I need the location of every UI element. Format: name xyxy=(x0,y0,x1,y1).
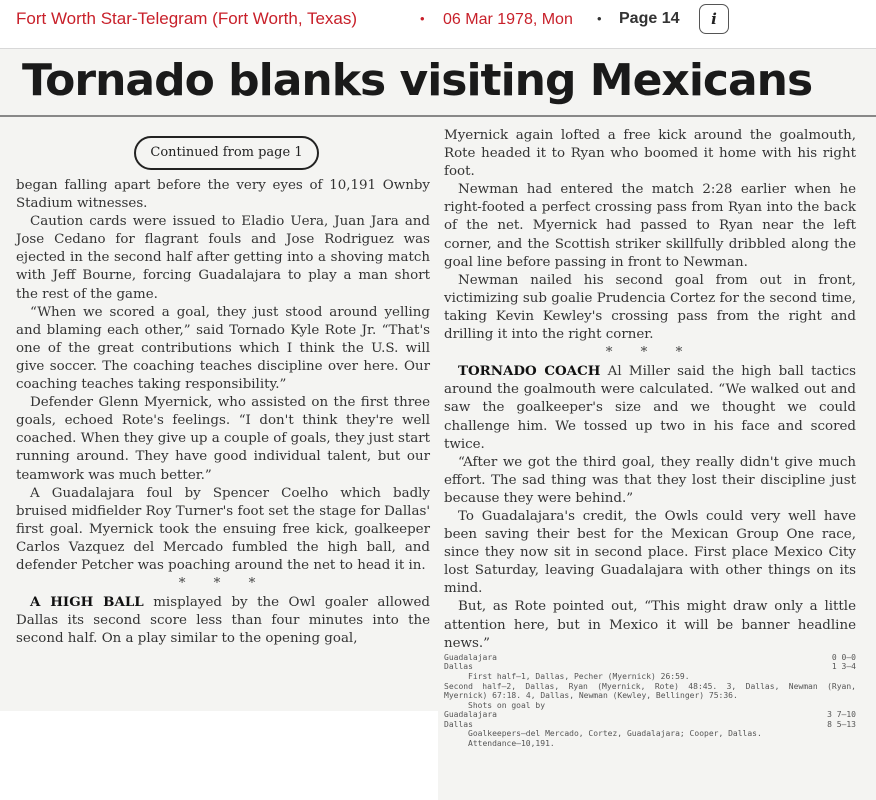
paragraph: “After we got the third goal, they really didn't give much effort. The sad thing was that they lost their discipline just because they were behind.” xyxy=(444,454,856,506)
paragraph: Newman had entered the match 2:28 earlier when he right-footed a perfect crossing pass from Ryan into the back of the net. Myernick had passed to Ryan near the left corner, and the Scottish striker skillfully dribbled along the goal line before passing in front to Newman. xyxy=(444,182,856,270)
paragraph xyxy=(16,593,430,648)
attendance-line: Attendance—10,191. xyxy=(468,739,555,749)
paragraph-text: misplayed by the Owl goaler allowed Dallas its second score less than four minutes into the second half. On a play similar to the opening goal, xyxy=(16,595,431,647)
continued-label: Continued from page 1 xyxy=(134,136,319,170)
kicker: A HIGH BALL xyxy=(30,594,144,611)
newspaper-clipping xyxy=(0,49,876,800)
scoring-first-half: First half—1, Dallas, Pecher (Myernick) 26:59. xyxy=(468,671,690,681)
paragraph: “When we scored a goal, they just stood around yelling and blaming each other,” said Tornado Kyle Rote Jr. “That's one of the great contributions which I think the U.S. will give soccer. The coaching teaches discipline over here. Our coaching teaches taking responsibility.” xyxy=(16,304,430,393)
goalkeepers-line: Goalkeepers—del Mercado, Cortez, Guadalajara; Cooper, Dallas. xyxy=(468,729,762,739)
publication-title[interactable]: Fort Worth Star-Telegram (Fort Worth, Texas) xyxy=(16,9,358,28)
shots-value: 8 5—13 xyxy=(827,719,856,729)
paragraph: Myernick again lofted a free kick around the goalmouth, Rote headed it to Ryan who boomed it home with his right foot. xyxy=(444,128,856,180)
scoring-second-half: Second half—2, Dallas, Ryan (Myernick, Rote) 48:45. 3, Dallas, Newman (Ryan, Myernick) 67:18. 4, Dallas, Newman (Kewley, Bellinger) 75:36. xyxy=(444,681,856,701)
team-score: 0 0—0 xyxy=(831,652,856,662)
team-name: Guadalajara xyxy=(444,652,497,662)
box-score xyxy=(444,653,856,749)
paragraph: Caution cards were issued to Eladio Uera, Juan Jara and Jose Cedano for flagrant fouls and Jose Rodriguez was ejected in the second half after getting into a shoving match with Jeff Bourne, forcing Guadalajara to play a man short the rest of the game. xyxy=(16,214,430,302)
team-name: Dallas xyxy=(444,719,473,729)
paragraph: Defender Glenn Myernick, who assisted on the first three goals, echoed Rote's feelings. “I don't think they're well coached. When they give up a couple of goals, they just start running around. They have good individual talent, but our teamwork was much better.” xyxy=(16,395,430,483)
paragraph: began falling apart before the very eyes of 10,191 Ownby Stadium witnesses. xyxy=(16,178,430,212)
kicker: TORNADO COACH xyxy=(458,363,601,380)
paragraph: But, as Rote pointed out, “This might draw only a little attention here, but in Mexico it will be banner headline news.” xyxy=(444,599,856,651)
score-row xyxy=(444,662,856,672)
headline: Tornado blanks visiting Mexicans xyxy=(22,55,813,106)
info-icon[interactable]: i xyxy=(699,4,729,34)
shots-label: Shots on goal by xyxy=(468,700,546,710)
shots-value: 3 7—10 xyxy=(827,710,856,720)
paragraph-text: Al Miller said the high ball tactics around the goalmouth were calculated. “We walked out and saw the goalkeeper's size and we thought we could challenge him. We tossed up two in his face and scored twice. xyxy=(444,364,856,452)
team-name: Guadalajara xyxy=(444,710,497,720)
separator-dot: • xyxy=(420,11,425,26)
article-column-right xyxy=(444,127,856,749)
team-name: Dallas xyxy=(444,662,473,672)
headline-rule xyxy=(0,115,876,117)
shots-row xyxy=(444,710,856,720)
section-break: * * * xyxy=(178,576,268,592)
article-column-left xyxy=(16,177,430,648)
paragraph: To Guadalajara's credit, the Owls could very well have been saving their best for the Mexican Group One race, since they now sit in second place. First place Mexico City lost Saturday, leaving Guadalajara with other things on its mind. xyxy=(444,508,856,597)
paragraph: Newman nailed his second goal from out in front, victimizing sub goalie Prudencia Cortez for the second time, taking Kevin Kewley's crossing pass from the right and drilling it into the right corner. xyxy=(444,272,856,343)
blank-area xyxy=(0,711,438,800)
section-break: * * * xyxy=(605,345,695,361)
team-score: 1 3—4 xyxy=(831,662,856,672)
viewer-header xyxy=(0,0,876,49)
shots-row xyxy=(444,720,856,730)
page-number: Page 14 xyxy=(619,10,680,27)
separator-dot: • xyxy=(597,11,602,26)
issue-date[interactable]: 06 Mar 1978, Mon xyxy=(443,11,573,28)
paragraph: A Guadalajara foul by Spencer Coelho which badly bruised midfielder Roy Turner's foot set the stage for Dallas' first goal. Myernick took the ensuing free kick, goalkeeper Carlos Vazquez del Mercado fumbled the high ball, and defender Petcher was poaching around the net to head it in. xyxy=(16,485,430,573)
paragraph xyxy=(444,362,856,453)
score-row xyxy=(444,653,856,663)
